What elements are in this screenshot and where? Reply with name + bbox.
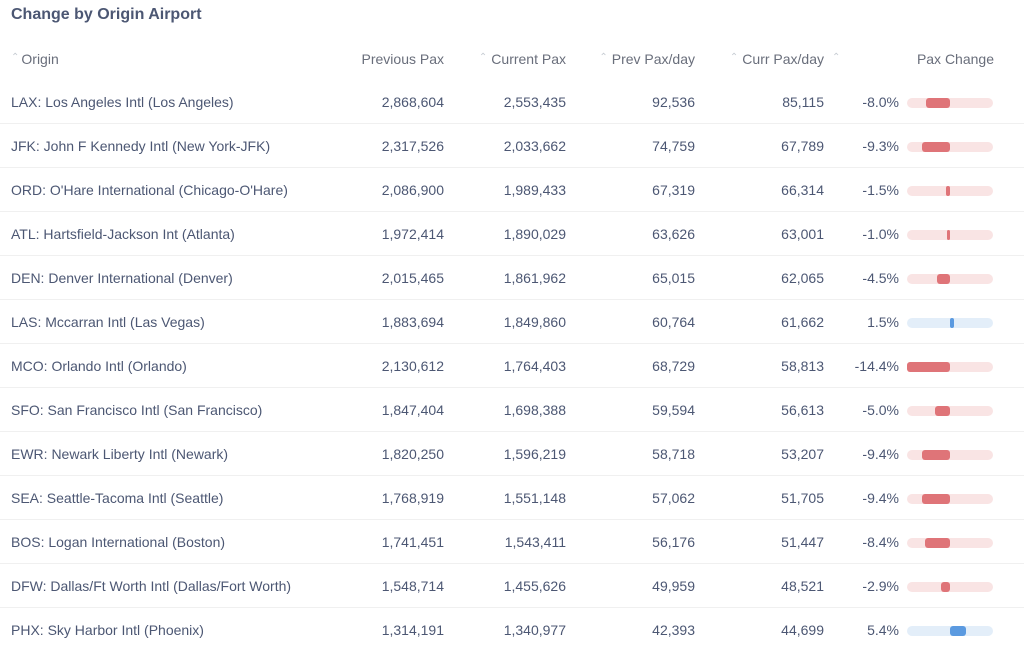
- pax-change-value: -1.5%: [824, 168, 907, 212]
- current-pax-cell: 1,455,626: [444, 564, 566, 608]
- current-pax-cell: 1,989,433: [444, 168, 566, 212]
- pax-change-bar-cell: [907, 476, 1024, 520]
- pax-change-bar: [925, 538, 950, 548]
- pax-change-value: -5.0%: [824, 388, 907, 432]
- pax-change-bar: [937, 274, 950, 284]
- prev-pax-day-cell: 42,393: [566, 608, 695, 652]
- pax-change-bar-cell: [907, 212, 1024, 256]
- prev-pax-day-cell: 59,594: [566, 388, 695, 432]
- sort-icon: ⌃: [11, 51, 20, 63]
- column-header-pax-change[interactable]: Pax Change: [916, 50, 994, 67]
- pax-change-bar-cell: [907, 80, 1024, 124]
- prev-pax-day-cell: 60,764: [566, 300, 695, 344]
- current-pax-cell: 1,764,403: [444, 344, 566, 388]
- pax-change-bar: [922, 494, 950, 504]
- prev-pax-day-cell: 56,176: [566, 520, 695, 564]
- previous-pax-cell: 1,548,714: [330, 564, 444, 608]
- pax-change-bar-track: [907, 230, 993, 240]
- pax-change-bar-track: [907, 406, 993, 416]
- current-pax-cell: 1,890,029: [444, 212, 566, 256]
- current-pax-cell: 2,033,662: [444, 124, 566, 168]
- pax-change-bar: [926, 98, 950, 108]
- table-body: [0, 80, 1024, 651]
- sort-icon: ⌃: [729, 51, 739, 63]
- pax-change-bar-cell: [907, 256, 1024, 300]
- current-pax-cell: 1,698,388: [444, 388, 566, 432]
- curr-pax-day-cell: 67,789: [695, 124, 824, 168]
- current-pax-cell: 1,543,411: [444, 520, 566, 564]
- table-row[interactable]: [0, 168, 1024, 212]
- origin-cell: ATL: Hartsfield-Jackson Int (Atlanta): [0, 212, 330, 256]
- pax-change-value: 1.5%: [824, 300, 907, 344]
- origin-cell: ORD: O'Hare International (Chicago-O'Hare): [0, 168, 330, 212]
- table-row[interactable]: [0, 520, 1024, 564]
- sort-icon: ⌃: [599, 51, 608, 63]
- table-row[interactable]: [0, 564, 1024, 608]
- pax-change-value: -2.9%: [824, 564, 907, 608]
- pax-change-bar-cell: [907, 608, 1024, 652]
- current-pax-cell: 1,596,219: [444, 432, 566, 476]
- pax-change-bar-track: [907, 186, 993, 196]
- pax-change-value: -8.4%: [824, 520, 907, 564]
- pax-change-bar-track: [907, 318, 993, 328]
- pax-change-value: -8.0%: [862, 93, 899, 110]
- curr-pax-day-cell: 62,065: [695, 256, 824, 300]
- table-row[interactable]: [0, 124, 1024, 168]
- previous-pax-cell: 2,015,465: [330, 256, 444, 300]
- column-header-prev-pax-day[interactable]: ⌃ Prev Pax/day: [599, 50, 695, 67]
- pax-change-bar: [941, 582, 950, 592]
- previous-pax-cell: 2,868,604: [381, 93, 444, 110]
- previous-pax-cell: 2,130,612: [330, 344, 444, 388]
- curr-pax-day-cell: 51,447: [695, 520, 824, 564]
- pax-change-bar: [935, 406, 950, 416]
- pax-change-bar-cell: [907, 124, 1024, 168]
- header-row: [0, 37, 1024, 80]
- origin-cell: PHX: Sky Harbor Intl (Phoenix): [0, 608, 330, 652]
- curr-pax-day-cell: 63,001: [695, 212, 824, 256]
- previous-pax-cell: 1,741,451: [330, 520, 444, 564]
- curr-pax-day-cell: 85,115: [782, 93, 824, 110]
- previous-pax-cell: 1,972,414: [330, 212, 444, 256]
- prev-pax-day-cell: 57,062: [566, 476, 695, 520]
- curr-pax-day-cell: 48,521: [695, 564, 824, 608]
- card-title: Change by Origin Airport: [11, 6, 202, 23]
- table-row[interactable]: [0, 608, 1024, 652]
- previous-pax-cell: 1,883,694: [330, 300, 444, 344]
- origin-change-table: [0, 37, 1024, 651]
- pax-change-bar: [947, 230, 950, 240]
- table-row[interactable]: [0, 344, 1024, 388]
- prev-pax-day-cell: 92,536: [652, 93, 695, 110]
- pax-change-bar: [922, 142, 950, 152]
- table-row[interactable]: [0, 212, 1024, 256]
- pax-change-bar-cell: [907, 520, 1024, 564]
- column-header-pax-change-sort[interactable]: [824, 37, 907, 80]
- table-row[interactable]: [0, 256, 1024, 300]
- origin-cell: EWR: Newark Liberty Intl (Newark): [0, 432, 330, 476]
- previous-pax-cell: 1,847,404: [330, 388, 444, 432]
- curr-pax-day-cell: 56,613: [695, 388, 824, 432]
- current-pax-cell: 1,849,860: [444, 300, 566, 344]
- pax-change-bar-track: [907, 494, 993, 504]
- table-row[interactable]: [0, 476, 1024, 520]
- column-header-curr-pax-day[interactable]: ⌃ Curr Pax/day: [729, 50, 824, 67]
- sort-icon: ⌃: [478, 51, 488, 63]
- table-row[interactable]: [0, 388, 1024, 432]
- pax-change-bar-track: [907, 626, 993, 636]
- pax-change-value: -9.4%: [824, 476, 907, 520]
- curr-pax-day-cell: 44,699: [695, 608, 824, 652]
- previous-pax-cell: 2,086,900: [330, 168, 444, 212]
- prev-pax-day-cell: 63,626: [566, 212, 695, 256]
- table-row[interactable]: [0, 80, 1024, 124]
- curr-pax-day-cell: 53,207: [695, 432, 824, 476]
- prev-pax-day-cell: 67,319: [566, 168, 695, 212]
- origin-cell: JFK: John F Kennedy Intl (New York-JFK): [0, 124, 330, 168]
- prev-pax-day-cell: 58,718: [566, 432, 695, 476]
- origin-cell: BOS: Logan International (Boston): [0, 520, 330, 564]
- previous-pax-cell: 2,317,526: [330, 124, 444, 168]
- pax-change-bar-track: [907, 274, 993, 284]
- pax-change-bar: [922, 450, 950, 460]
- table-row[interactable]: [0, 300, 1024, 344]
- pax-change-value: -1.0%: [824, 212, 907, 256]
- pax-change-value: -4.5%: [824, 256, 907, 300]
- pax-change-bar-track: [907, 362, 993, 372]
- origin-cell: MCO: Orlando Intl (Orlando): [0, 344, 330, 388]
- origin-cell: DEN: Denver International (Denver): [0, 256, 330, 300]
- pax-change-bar-track: [907, 538, 993, 548]
- column-header-origin[interactable]: ⌃ Origin: [11, 50, 59, 67]
- current-pax-cell: 2,553,435: [503, 93, 566, 110]
- current-pax-cell: 1,340,977: [444, 608, 566, 652]
- pax-change-bar-track: [907, 98, 993, 108]
- column-header-current-pax[interactable]: ⌃ Current Pax: [478, 50, 566, 67]
- pax-change-bar: [907, 362, 950, 372]
- origin-cell: LAX: Los Angeles Intl (Los Angeles): [11, 93, 234, 110]
- prev-pax-day-cell: 49,959: [566, 564, 695, 608]
- column-header-previous-pax[interactable]: Previous Pax: [361, 50, 444, 67]
- pax-change-bar-track: [907, 450, 993, 460]
- origin-cell: DFW: Dallas/Ft Worth Intl (Dallas/Fort Worth): [0, 564, 330, 608]
- curr-pax-day-cell: 58,813: [695, 344, 824, 388]
- pax-change-value: -9.3%: [824, 124, 907, 168]
- origin-cell: SEA: Seattle-Tacoma Intl (Seattle): [0, 476, 330, 520]
- pax-change-value: -9.4%: [824, 432, 907, 476]
- pax-change-bar: [950, 626, 966, 636]
- pax-change-bar-cell: [907, 388, 1024, 432]
- pax-change-value: 5.4%: [824, 608, 907, 652]
- pax-change-bar-cell: [907, 300, 1024, 344]
- pax-change-bar: [950, 318, 954, 328]
- prev-pax-day-cell: 68,729: [566, 344, 695, 388]
- pax-change-bar-cell: [907, 432, 1024, 476]
- curr-pax-day-cell: 61,662: [695, 300, 824, 344]
- prev-pax-day-cell: 74,759: [566, 124, 695, 168]
- current-pax-cell: 1,861,962: [444, 256, 566, 300]
- pax-change-bar-cell: [907, 564, 1024, 608]
- pax-change-bar: [946, 186, 950, 196]
- curr-pax-day-cell: 66,314: [695, 168, 824, 212]
- pax-change-bar-track: [907, 142, 993, 152]
- table-row[interactable]: [0, 432, 1024, 476]
- origin-cell: LAS: Mccarran Intl (Las Vegas): [0, 300, 330, 344]
- current-pax-cell: 1,551,148: [444, 476, 566, 520]
- previous-pax-cell: 1,314,191: [330, 608, 444, 652]
- pax-change-value: -14.4%: [824, 344, 907, 388]
- curr-pax-day-cell: 51,705: [695, 476, 824, 520]
- sort-icon: ⌃: [832, 51, 841, 63]
- previous-pax-cell: 1,820,250: [330, 432, 444, 476]
- pax-change-bar-cell: [907, 168, 1024, 212]
- previous-pax-cell: 1,768,919: [330, 476, 444, 520]
- pax-change-bar-track: [907, 582, 993, 592]
- origin-cell: SFO: San Francisco Intl (San Francisco): [0, 388, 330, 432]
- prev-pax-day-cell: 65,015: [566, 256, 695, 300]
- pax-change-bar-cell: [907, 344, 1024, 388]
